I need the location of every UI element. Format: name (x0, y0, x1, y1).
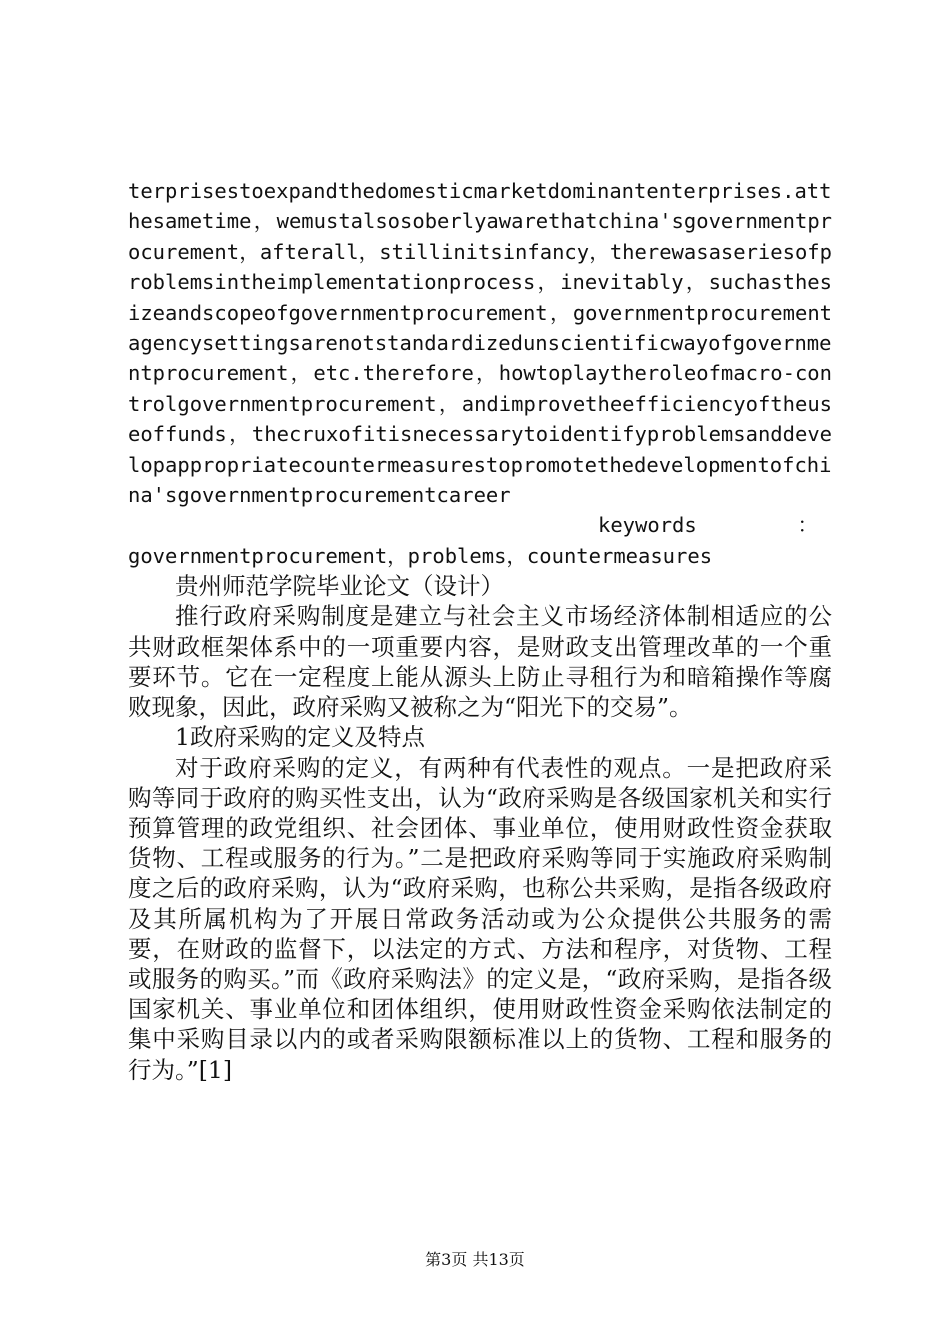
english-abstract: terprisestoexpandthedomesticmarketdominantenterprises.atthesametime，wemustalsosoberlyawarethatchina'sgovernmentprocurement，afterall，stillinitsinfancy，therewasaseriesofproblemsintheimplementationprocess，inevitably，suchasthesizeandscopeofgovernmentprocurement，governmentprocurementagencysettingsarenotstandardizedunscientificwayofgovernmentprocurement，etc.therefore，howtoplaytheroleofmacro-controlgovernmentprocurement，andimprovetheefficiencyoftheuseoffunds，thecruxofitisnecessarytoidentifyproblemsanddevelopappropriatecountermeasurestopromotethedevelopmentofchina'sgovernmentprocurementcareer (128, 179, 832, 508)
keywords-label-line (128, 510, 832, 540)
definition-paragraph: 对于政府采购的定义，有两种有代表性的观点。一是把政府采购等同于政府的购买性支出，认为“政府采购是各级国家机关和实行预算管理的政党组织、社会团体、事业单位，使用财政性资金获取货物、工程或服务的行为。”二是把政府采购等同于实施政府采购制度之后的政府采购，认为“政府采购，也称公共采购，是指各级政府及其所属机构为了开展日常政务活动或为公众提供公共服务的需要，在财政的监督下，以法定的方式、方法和程序，对货物、工程或服务的购买。”而《政府采购法》的定义是，“政府采购，是指各级国家机关、事业单位和团体组织，使用财政性资金采购依法制定的集中采购目录以内的或者采购限额标准以上的货物、工程和服务的行为。”[1] (128, 753, 832, 1084)
page-footer: 第3页 共13页 (425, 1250, 525, 1269)
intro-paragraph: 推行政府采购制度是建立与社会主义市场经济体制相适应的公共财政框架体系中的一项重要内容，是财政支出管理改革的一个重要环节。它在一定程度上能从源头上防止寻租行为和暗箱操作等腐败现象，因此，政府采购又被称之为“阳光下的交易”。 (128, 602, 832, 722)
section-title: 1政府采购的定义及特点 (175, 723, 425, 752)
keywords-list: governmentprocurement，problems，countermeasures (128, 543, 713, 568)
body-text (128, 176, 832, 1085)
keywords-colon: ： (797, 513, 818, 538)
keywords-label: keywords (598, 513, 697, 538)
thesis-header-line: 贵州师范学院毕业论文（设计） (175, 572, 504, 601)
